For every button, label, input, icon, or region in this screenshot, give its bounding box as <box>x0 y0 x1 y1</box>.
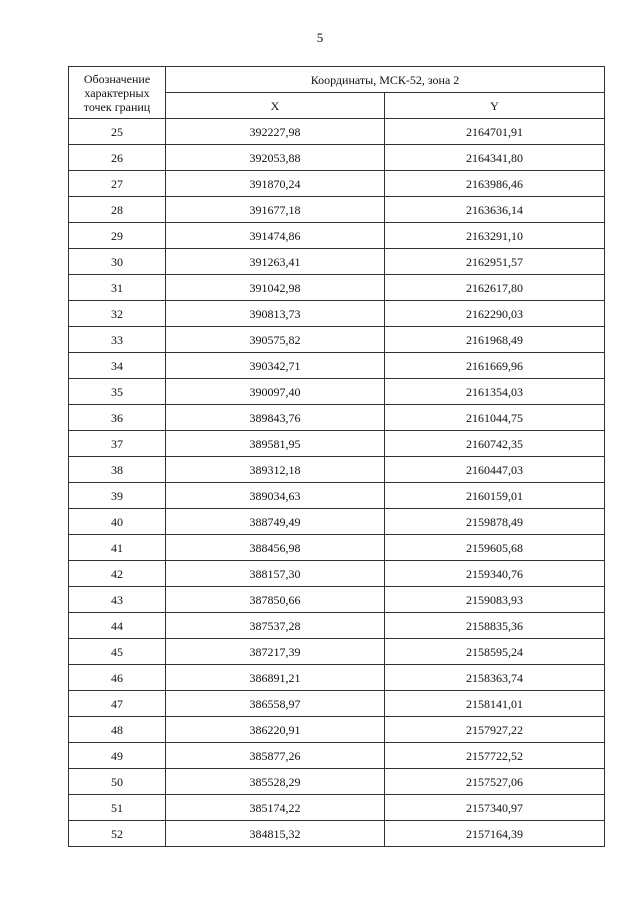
table-row <box>69 223 605 249</box>
y-coordinate-cell: 2164701,91 <box>385 119 605 145</box>
point-number-cell: 32 <box>69 301 166 327</box>
y-coordinate-cell: 2161669,96 <box>385 353 605 379</box>
x-coordinate-cell: 386558,97 <box>166 691 385 717</box>
y-coordinate-cell: 2158595,24 <box>385 639 605 665</box>
table-row <box>69 561 605 587</box>
table-row <box>69 587 605 613</box>
y-coordinate-cell: 2157927,22 <box>385 717 605 743</box>
table-row <box>69 613 605 639</box>
point-number-cell: 41 <box>69 535 166 561</box>
y-column-header: Y <box>385 93 605 119</box>
table-row <box>69 665 605 691</box>
point-number-cell: 48 <box>69 717 166 743</box>
table-row <box>69 483 605 509</box>
coordinates-table <box>68 66 605 847</box>
point-number-cell: 44 <box>69 613 166 639</box>
x-coordinate-cell: 391870,24 <box>166 171 385 197</box>
table-row <box>69 769 605 795</box>
point-number-cell: 50 <box>69 769 166 795</box>
point-number-cell: 36 <box>69 405 166 431</box>
x-coordinate-cell: 389034,63 <box>166 483 385 509</box>
table-row <box>69 821 605 847</box>
point-number-cell: 52 <box>69 821 166 847</box>
point-number-cell: 39 <box>69 483 166 509</box>
y-coordinate-cell: 2159878,49 <box>385 509 605 535</box>
x-coordinate-cell: 391474,86 <box>166 223 385 249</box>
x-coordinate-cell: 391677,18 <box>166 197 385 223</box>
x-coordinate-cell: 387217,39 <box>166 639 385 665</box>
point-column-header: Обозначение характерных точек границ <box>69 67 166 119</box>
x-coordinate-cell: 387850,66 <box>166 587 385 613</box>
point-number-cell: 40 <box>69 509 166 535</box>
x-coordinate-cell: 389312,18 <box>166 457 385 483</box>
table-row <box>69 509 605 535</box>
x-coordinate-cell: 391042,98 <box>166 275 385 301</box>
header-row-top <box>69 67 605 93</box>
y-coordinate-cell: 2158141,01 <box>385 691 605 717</box>
table-row <box>69 171 605 197</box>
coord-system-header: Координаты, МСК-52, зона 2 <box>166 67 605 93</box>
point-number-cell: 26 <box>69 145 166 171</box>
x-coordinate-cell: 391263,41 <box>166 249 385 275</box>
point-number-cell: 37 <box>69 431 166 457</box>
y-coordinate-cell: 2157722,52 <box>385 743 605 769</box>
x-coordinate-cell: 390342,71 <box>166 353 385 379</box>
y-coordinate-cell: 2157340,97 <box>385 795 605 821</box>
table-row <box>69 431 605 457</box>
x-coordinate-cell: 387537,28 <box>166 613 385 639</box>
x-coordinate-cell: 388749,49 <box>166 509 385 535</box>
y-coordinate-cell: 2163636,14 <box>385 197 605 223</box>
x-coordinate-cell: 392227,98 <box>166 119 385 145</box>
point-number-cell: 28 <box>69 197 166 223</box>
y-coordinate-cell: 2164341,80 <box>385 145 605 171</box>
table-row <box>69 457 605 483</box>
x-coordinate-cell: 388456,98 <box>166 535 385 561</box>
x-coordinate-cell: 388157,30 <box>166 561 385 587</box>
x-coordinate-cell: 384815,32 <box>166 821 385 847</box>
table-row <box>69 717 605 743</box>
x-coordinate-cell: 385877,26 <box>166 743 385 769</box>
table-row <box>69 301 605 327</box>
y-coordinate-cell: 2160159,01 <box>385 483 605 509</box>
y-coordinate-cell: 2161354,03 <box>385 379 605 405</box>
table-row <box>69 639 605 665</box>
y-coordinate-cell: 2162290,03 <box>385 301 605 327</box>
point-number-cell: 25 <box>69 119 166 145</box>
table-row <box>69 535 605 561</box>
point-number-cell: 35 <box>69 379 166 405</box>
x-coordinate-cell: 386891,21 <box>166 665 385 691</box>
x-coordinate-cell: 386220,91 <box>166 717 385 743</box>
table-row <box>69 327 605 353</box>
point-number-cell: 31 <box>69 275 166 301</box>
y-coordinate-cell: 2163291,10 <box>385 223 605 249</box>
point-number-cell: 46 <box>69 665 166 691</box>
x-coordinate-cell: 392053,88 <box>166 145 385 171</box>
y-coordinate-cell: 2162951,57 <box>385 249 605 275</box>
x-coordinate-cell: 390813,73 <box>166 301 385 327</box>
table-row <box>69 249 605 275</box>
y-coordinate-cell: 2157527,06 <box>385 769 605 795</box>
point-number-cell: 33 <box>69 327 166 353</box>
y-coordinate-cell: 2163986,46 <box>385 171 605 197</box>
y-coordinate-cell: 2158835,36 <box>385 613 605 639</box>
table-row <box>69 743 605 769</box>
y-coordinate-cell: 2161968,49 <box>385 327 605 353</box>
x-coordinate-cell: 389843,76 <box>166 405 385 431</box>
page-number: 5 <box>316 30 324 45</box>
table-row <box>69 119 605 145</box>
point-number-cell: 30 <box>69 249 166 275</box>
point-number-cell: 47 <box>69 691 166 717</box>
x-coordinate-cell: 389581,95 <box>166 431 385 457</box>
point-number-cell: 42 <box>69 561 166 587</box>
table-row <box>69 405 605 431</box>
x-coordinate-cell: 390097,40 <box>166 379 385 405</box>
table-row <box>69 197 605 223</box>
y-coordinate-cell: 2160447,03 <box>385 457 605 483</box>
y-coordinate-cell: 2159605,68 <box>385 535 605 561</box>
table-row <box>69 275 605 301</box>
y-coordinate-cell: 2159083,93 <box>385 587 605 613</box>
point-number-cell: 43 <box>69 587 166 613</box>
y-coordinate-cell: 2158363,74 <box>385 665 605 691</box>
table-row <box>69 353 605 379</box>
table-row <box>69 795 605 821</box>
point-number-cell: 34 <box>69 353 166 379</box>
x-coordinate-cell: 385528,29 <box>166 769 385 795</box>
point-number-cell: 45 <box>69 639 166 665</box>
point-number-cell: 29 <box>69 223 166 249</box>
point-number-cell: 49 <box>69 743 166 769</box>
x-coordinate-cell: 390575,82 <box>166 327 385 353</box>
table-row <box>69 691 605 717</box>
y-coordinate-cell: 2160742,35 <box>385 431 605 457</box>
table-body <box>69 119 605 847</box>
table-row <box>69 145 605 171</box>
y-coordinate-cell: 2159340,76 <box>385 561 605 587</box>
x-coordinate-cell: 385174,22 <box>166 795 385 821</box>
y-coordinate-cell: 2157164,39 <box>385 821 605 847</box>
y-coordinate-cell: 2161044,75 <box>385 405 605 431</box>
point-number-cell: 51 <box>69 795 166 821</box>
point-number-cell: 27 <box>69 171 166 197</box>
y-coordinate-cell: 2162617,80 <box>385 275 605 301</box>
table-row <box>69 379 605 405</box>
point-number-cell: 38 <box>69 457 166 483</box>
x-column-header: X <box>166 93 385 119</box>
